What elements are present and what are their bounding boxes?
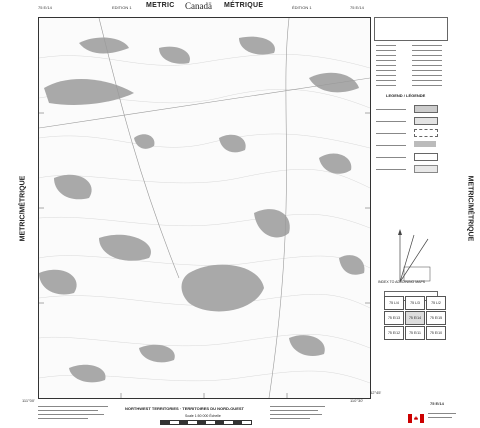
edition-left: EDITION 1: [112, 5, 132, 10]
edition-right: ÉDITION 1: [292, 5, 312, 10]
topographic-map[interactable]: [38, 17, 371, 399]
index-cell[interactable]: 75 L/4: [384, 296, 404, 310]
index-grid: [384, 296, 446, 338]
coord-bottom-left: 111°00': [22, 398, 35, 403]
side-label-right: METRIC/MÉTRIQUE: [466, 175, 474, 242]
coord-bottom-right: 110°30': [350, 398, 364, 403]
index-cell[interactable]: 75 E/10: [426, 326, 446, 340]
index-cell-current[interactable]: 75 E/14: [405, 311, 425, 325]
declination-diagram: [390, 227, 440, 287]
legend-title: LEGEND / LÉGENDE: [386, 93, 426, 98]
government-signature-block: [428, 410, 458, 422]
index-cell[interactable]: 75 L/3: [405, 296, 425, 310]
bottom-center-notes: [270, 404, 330, 424]
index-cell[interactable]: 75 E/15: [426, 311, 446, 325]
legend-panel: [374, 17, 446, 397]
sheet-number-right: 75 E/14: [350, 5, 364, 10]
bottom-left-notes: [38, 404, 118, 424]
metric-title-left: METRIC: [146, 2, 175, 9]
canada-wordmark: Canadä: [185, 1, 212, 11]
coord-bottom-lat: 62°45': [370, 390, 382, 395]
sheet-number-bottom: 75 E/14: [430, 401, 444, 406]
flag-icon: [408, 414, 424, 423]
map-territory-title: NORTHWEST TERRITORIES · TERRITOIRES DU NORD-OUEST: [125, 406, 244, 411]
north-arrow-icon: [398, 229, 402, 235]
sheet-number-left: 75 E/14: [38, 5, 52, 10]
index-cell[interactable]: 75 L/2: [426, 296, 446, 310]
side-label-left: METRIC/MÉTRIQUE: [19, 175, 27, 242]
index-cell[interactable]: 75 E/13: [384, 311, 404, 325]
map-canvas: [39, 18, 370, 398]
index-cell[interactable]: 75 E/11: [405, 326, 425, 340]
index-cell[interactable]: 75 E/12: [384, 326, 404, 340]
scale-bar: [160, 420, 252, 425]
reference-box: [374, 17, 448, 41]
index-heading: INDEX TO ADJOINING MAPS: [378, 280, 426, 284]
grid-ticks: [39, 113, 370, 398]
lakes: [39, 37, 364, 383]
metric-title-right: MÉTRIQUE: [224, 2, 264, 9]
scale-label: Scale 1:50 000 Échelle: [185, 414, 221, 418]
